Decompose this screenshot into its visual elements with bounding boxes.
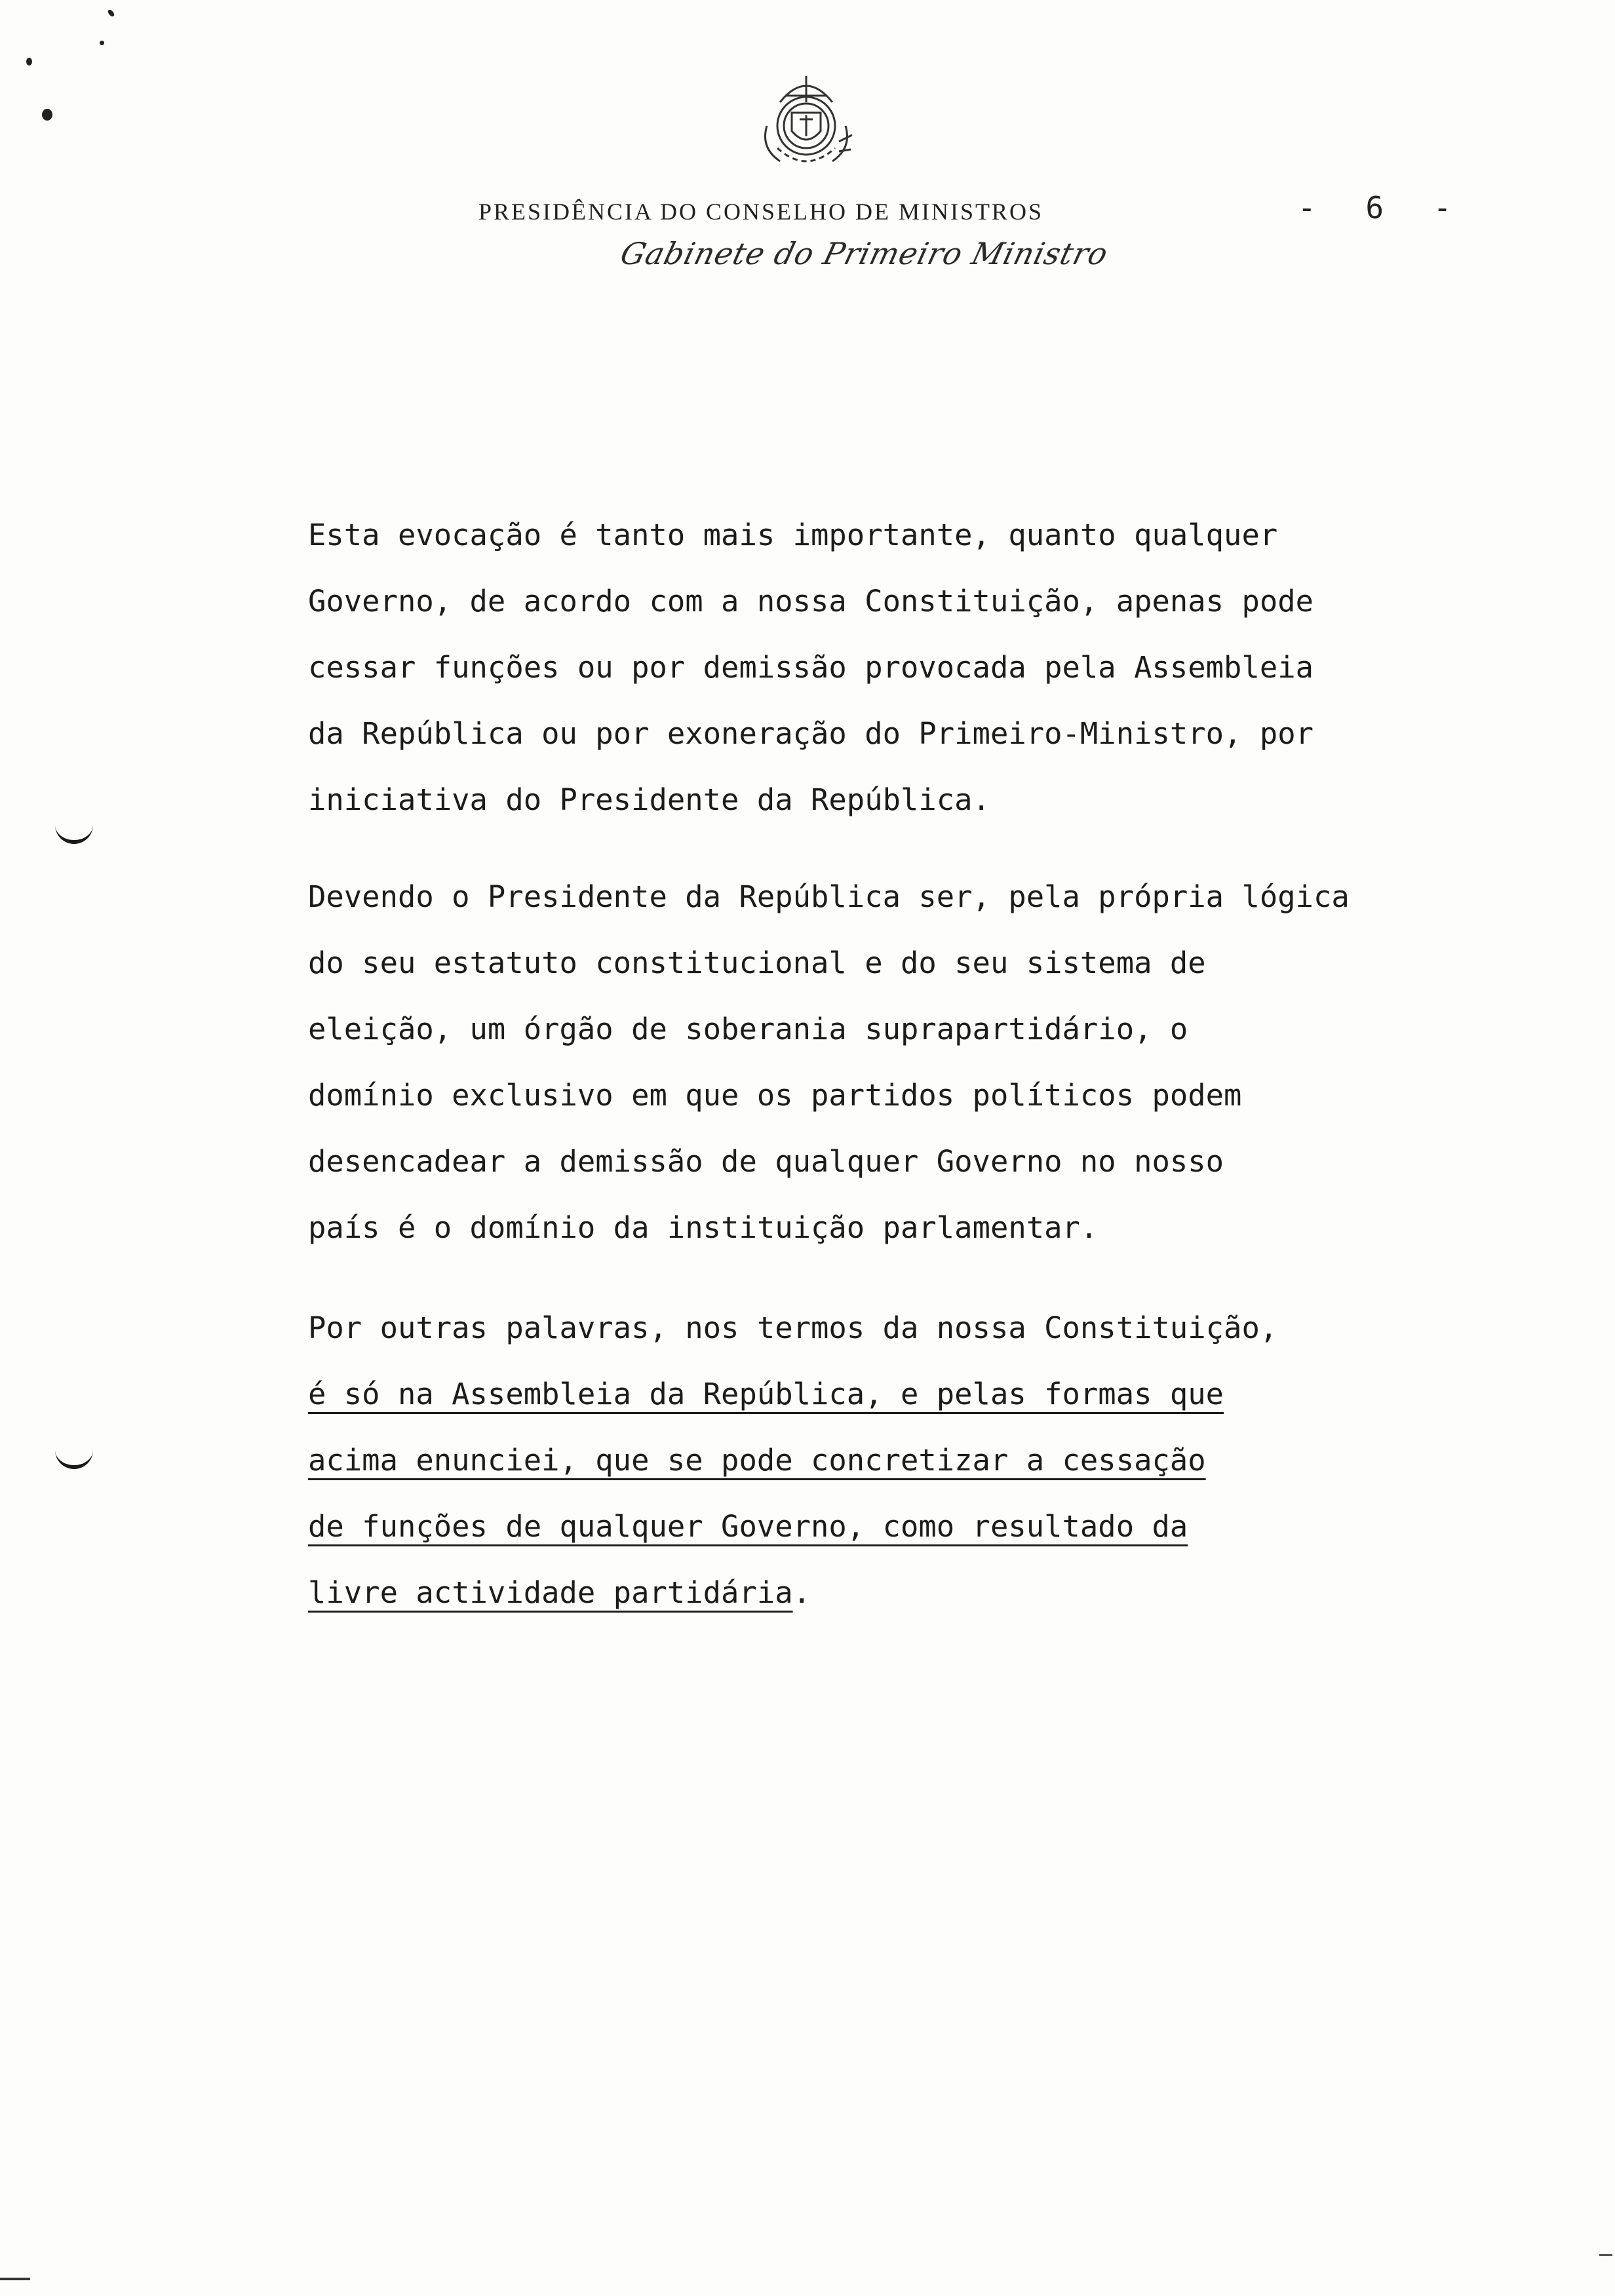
scan-speck <box>42 109 52 121</box>
scan-speck <box>26 58 32 66</box>
scan-edge-mark <box>0 2278 30 2280</box>
final-punctuation: . <box>792 1575 811 1610</box>
scan-speck <box>100 41 104 45</box>
office-subheading: Gabinete do Primeiro Ministro <box>617 236 1112 271</box>
text-line: do seu estatuto constitucional e do seu sistema de <box>308 946 1206 980</box>
text-line: desencadear a demissão de qualquer Governo no nosso <box>308 1144 1224 1179</box>
underlined-text: é só na Assembleia da República, e pelas formas que <box>308 1377 1224 1411</box>
scan-edge-mark <box>1599 2254 1612 2256</box>
text-line: Por outras palavras, nos termos da nossa Constituição, <box>308 1311 1278 1345</box>
coat-of-arms-seal-icon <box>741 63 872 181</box>
text-line: domínio exclusivo em que os partidos políticos podem <box>308 1078 1242 1113</box>
text-line: cessar funções ou por demissão provocada pela Assembleia <box>308 650 1314 685</box>
paragraph-1 <box>308 502 1527 833</box>
underlined-line <box>308 1493 1527 1559</box>
binding-mark <box>55 1448 93 1469</box>
underlined-text: acima enunciei, que se pode concretizar a cessação <box>308 1443 1206 1478</box>
text-line: eleição, um órgão de soberania suprapartidário, o <box>308 1012 1188 1046</box>
scan-speck <box>107 9 115 18</box>
paragraph-3 <box>308 1295 1527 1626</box>
text-line: da República ou por exoneração do Primeiro-Ministro, por <box>308 716 1314 751</box>
underlined-line <box>308 1361 1527 1427</box>
text-line: Esta evocação é tanto mais importante, quanto qualquer <box>308 518 1278 552</box>
text-line: Governo, de acordo com a nossa Constituição, apenas pode <box>308 584 1314 619</box>
text-line: país é o domínio da instituição parlamentar. <box>308 1210 1099 1245</box>
underlined-line <box>308 1559 1527 1626</box>
text-line: Devendo o Presidente da República ser, pela própria lógica <box>308 879 1350 914</box>
institution-heading: PRESIDÊNCIA DO CONSELHO DE MINISTROS <box>478 199 1044 225</box>
text-line: iniciativa do Presidente da República. <box>308 782 990 817</box>
paragraph-2 <box>308 864 1527 1261</box>
page-number: - 6 - <box>1298 190 1468 225</box>
binding-mark <box>55 823 93 844</box>
underlined-text: livre actividade partidária <box>308 1575 793 1610</box>
underlined-text: de funções de qualquer Governo, como resultado da <box>308 1509 1188 1544</box>
underlined-line <box>308 1427 1527 1493</box>
